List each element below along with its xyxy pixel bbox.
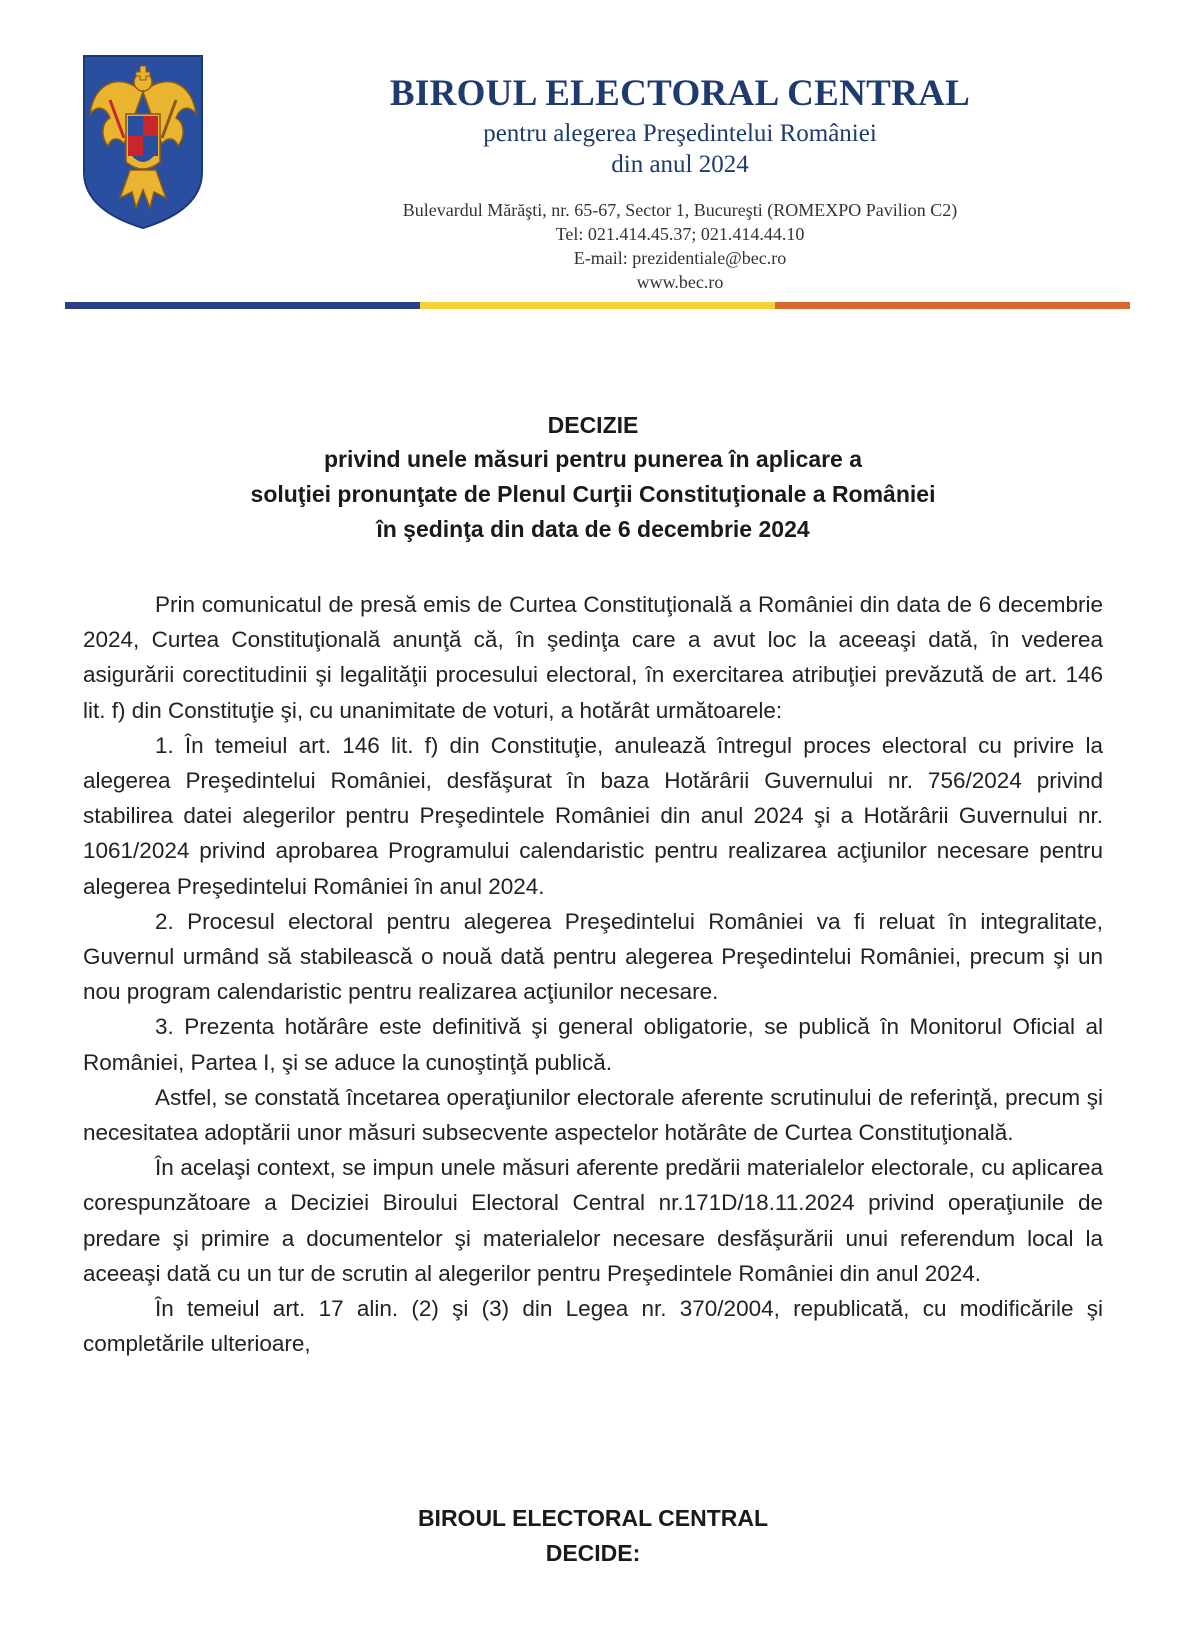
institution-title: BIROUL ELECTORAL CENTRAL (389, 73, 971, 114)
institution-year: din anul 2024 (611, 151, 749, 178)
body-paragraph: 2. Procesul electoral pentru alegerea Preşedintelui României va fi reluat în integralitate, Guvernul urmând să stabilească o nouă dată pentru alegerea Preşedintelui României, precum şi un nou program calendaristic pentru realizarea acţiunilor necesare. (83, 908, 1103, 1005)
body-paragraph: Astfel, se constată încetarea operaţiunilor electorale aferente scrutinului de referinţă, precum şi necesitatea adoptării unor măsuri subsecvente aspectelor hotărâte de Curtea Constituţională. (83, 1084, 1103, 1146)
body-paragraph: Prin comunicatul de presă emis de Curtea Constituţională a României din data de 6 decembrie 2024, Curtea Constituţională anunţă că, în şedinţa care a avut loc la aceeaşi dată, în vederea asigurării corectitudinii şi legalităţii procesului electoral, în exercitarea atribuţiei prevăzută de art. 146 lit. f) din Constituţie şi, cu unanimitate de voturi, a hotărât următoarele: (83, 592, 1103, 723)
tricolor-red (775, 302, 1130, 309)
closing-institution: BIROUL ELECTORAL CENTRAL (417, 1505, 769, 1531)
contact-website: www.bec.ro (636, 272, 724, 292)
coat-of-arms-icon (80, 52, 206, 232)
contact-email: E-mail: prezidentiale@bec.ro (573, 248, 787, 268)
institution-subtitle: pentru alegerea Preşedintelui României (483, 120, 877, 147)
tricolor-divider (65, 302, 1130, 309)
contact-phone: Tel: 021.414.45.37; 021.414.44.10 (555, 224, 805, 244)
tricolor-blue (65, 302, 420, 309)
decision-subheading-line: soluţiei pronunţate de Plenul Curţii Constituţionale a României (250, 481, 936, 507)
decision-subheading-line: în şedinţa din data de 6 decembrie 2024 (376, 516, 810, 542)
contact-address: Bulevardul Mărăşti, nr. 65-67, Sector 1, Bucureşti (ROMEXPO Pavilion C2) (402, 200, 958, 220)
closing-decide: DECIDE: (545, 1540, 641, 1566)
tricolor-yellow (420, 302, 775, 309)
decision-heading: DECIZIE (547, 412, 639, 438)
body-paragraph: 3. Prezenta hotărâre este definitivă şi general obligatorie, se publică în Monitorul Oficial al României, Partea I, şi se aduce la cunoştinţă publică. (83, 1014, 1103, 1075)
decision-body (83, 587, 1103, 1361)
body-paragraph: În acelaşi context, se impun unele măsuri aferente predării materialelor electorale, cu aplicarea corespunzătoare a Deciziei Biroului Electoral Central nr.171D/18.11.2024 privind operaţiunile de predare şi primire a documentelor şi materialelor necesare desfăşurării unui referendum local la aceeaşi dată cu un tur de scrutin al alegerilor pentru Preşedintele României din anul 2024. (83, 1155, 1103, 1286)
body-paragraph: În temeiul art. 17 alin. (2) şi (3) din Legea nr. 370/2004, republicată, cu modificările şi completările ulterioare, (83, 1296, 1103, 1357)
decision-subheading-line: privind unele măsuri pentru punerea în aplicare a (323, 446, 863, 472)
body-paragraph: 1. În temeiul art. 146 lit. f) din Constituţie, anulează întregul proces electoral cu privire la alegerea Preşedintelui României, desfăşurat în baza Hotărârii Guvernului nr. 756/2024 privind stabilirea datei alegerilor pentru Preşedintele României din anul 2024 şi a Hotărârii Guvernului nr. 1061/2024 privind aprobarea Programului calendaristic pentru realizarea acţiunilor necesare pentru alegerea Preşedintelui României în anul 2024. (83, 732, 1103, 899)
